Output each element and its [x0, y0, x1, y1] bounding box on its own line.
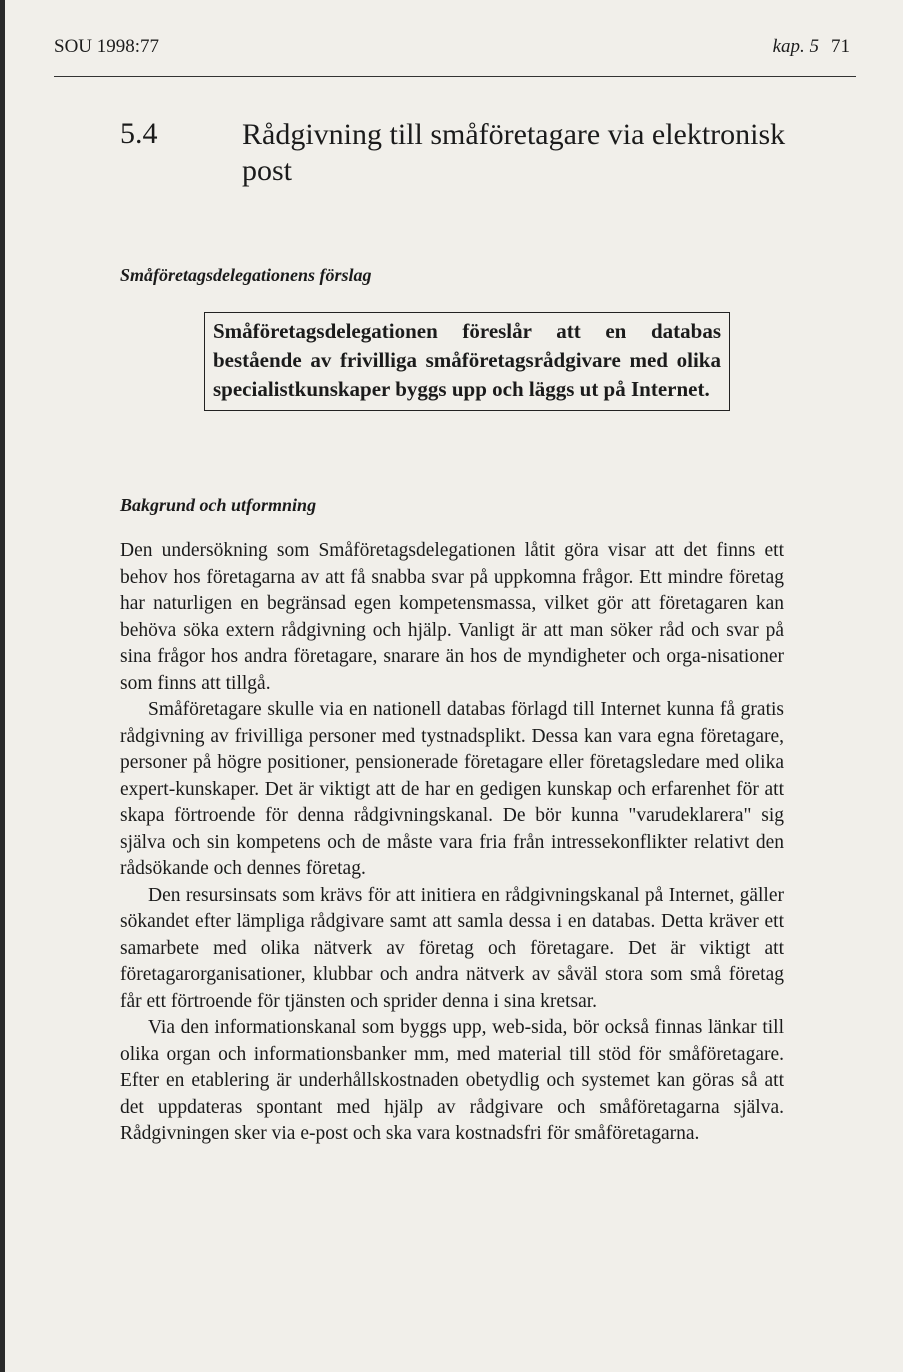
- paragraph: Småföretagare skulle via en nationell databas förlagd till Internet kunna få gratis rådgivning av frivilliga personer med tystnadsplikt. Dessa kan vara egna företagare, personer på högre positioner, pensionerade företagare eller företagsledare med olika expert-kunskaper. Det är viktigt att de har en gedigen kunskap och erfarenhet för att skapa förtroende för denna rådgivningskanal. De bör kunna "varudeklarera" sig själva och sin kompetens och de måste vara fria från intressekonflikter relativt den rådsökande och dennes företag.: [120, 699, 784, 879]
- section-number: 5.4: [120, 117, 158, 150]
- paragraph: Den undersökning som Småföretagsdelegationen låtit göra visar att det finns ett behov hos företagarna av att få snabba svar på uppkomna frågor. Ett mindre företag har naturligen en begränsad egen kompetensmassa, vilket gör att företagaren kan behöva söka extern rådgivning och hjälp. Vanligt är att man söker råd och svar på sina frågor hos andra företagare, snarare än hos de myndigheter och orga-nisationer som finns att tillgå.: [120, 540, 784, 694]
- body-text: [120, 538, 784, 1148]
- paragraph: Den resursinsats som krävs för att initiera en rådgivningskanal på Internet, gäller sökandet efter lämpliga rådgivare samt att samla dessa i en databas. Detta kräver ett samarbete med olika nätverk av företag och företagare. Det är viktigt att företagarorganisationer, klubbar och andra nätverk av såväl stora som små företag får ett förtroende för tjänsten och sprider denna i sina kretsar.: [120, 884, 784, 1012]
- proposal-box: Småföretagsdelegationen föreslår att en databas bestående av frivilliga småföretagsrådgivare med olika specialistkunskaper byggs upp och läggs ut på Internet.: [204, 312, 730, 411]
- header-divider: [54, 76, 856, 77]
- section-title: Rådgivning till småföretagare via elektronisk post: [242, 118, 786, 187]
- chapter-label: kap. 5: [772, 36, 819, 57]
- document-series: SOU 1998:77: [54, 36, 160, 57]
- page-number: 71: [831, 36, 850, 57]
- chapter-page-label: [773, 36, 850, 58]
- paragraph: Via den informationskanal som byggs upp, web-sida, bör också finnas länkar till olika organ och informationsbanker mm, med material till stöd för småföretagare. Efter en etablering är underhållskostnaden obetydlig och systemet kan göras så att det uppdateras spontant med hjälp av rådgivare och småföretagarna själva. Rådgivningen sker via e-post och ska vara kostnadsfri för småföretagarna.: [120, 1017, 784, 1144]
- running-header: [54, 30, 854, 70]
- background-heading: Bakgrund och utformning: [120, 495, 317, 515]
- proposal-heading: Småföretagsdelegationens förslag: [120, 265, 372, 285]
- page-edge-shadow: [0, 0, 5, 1372]
